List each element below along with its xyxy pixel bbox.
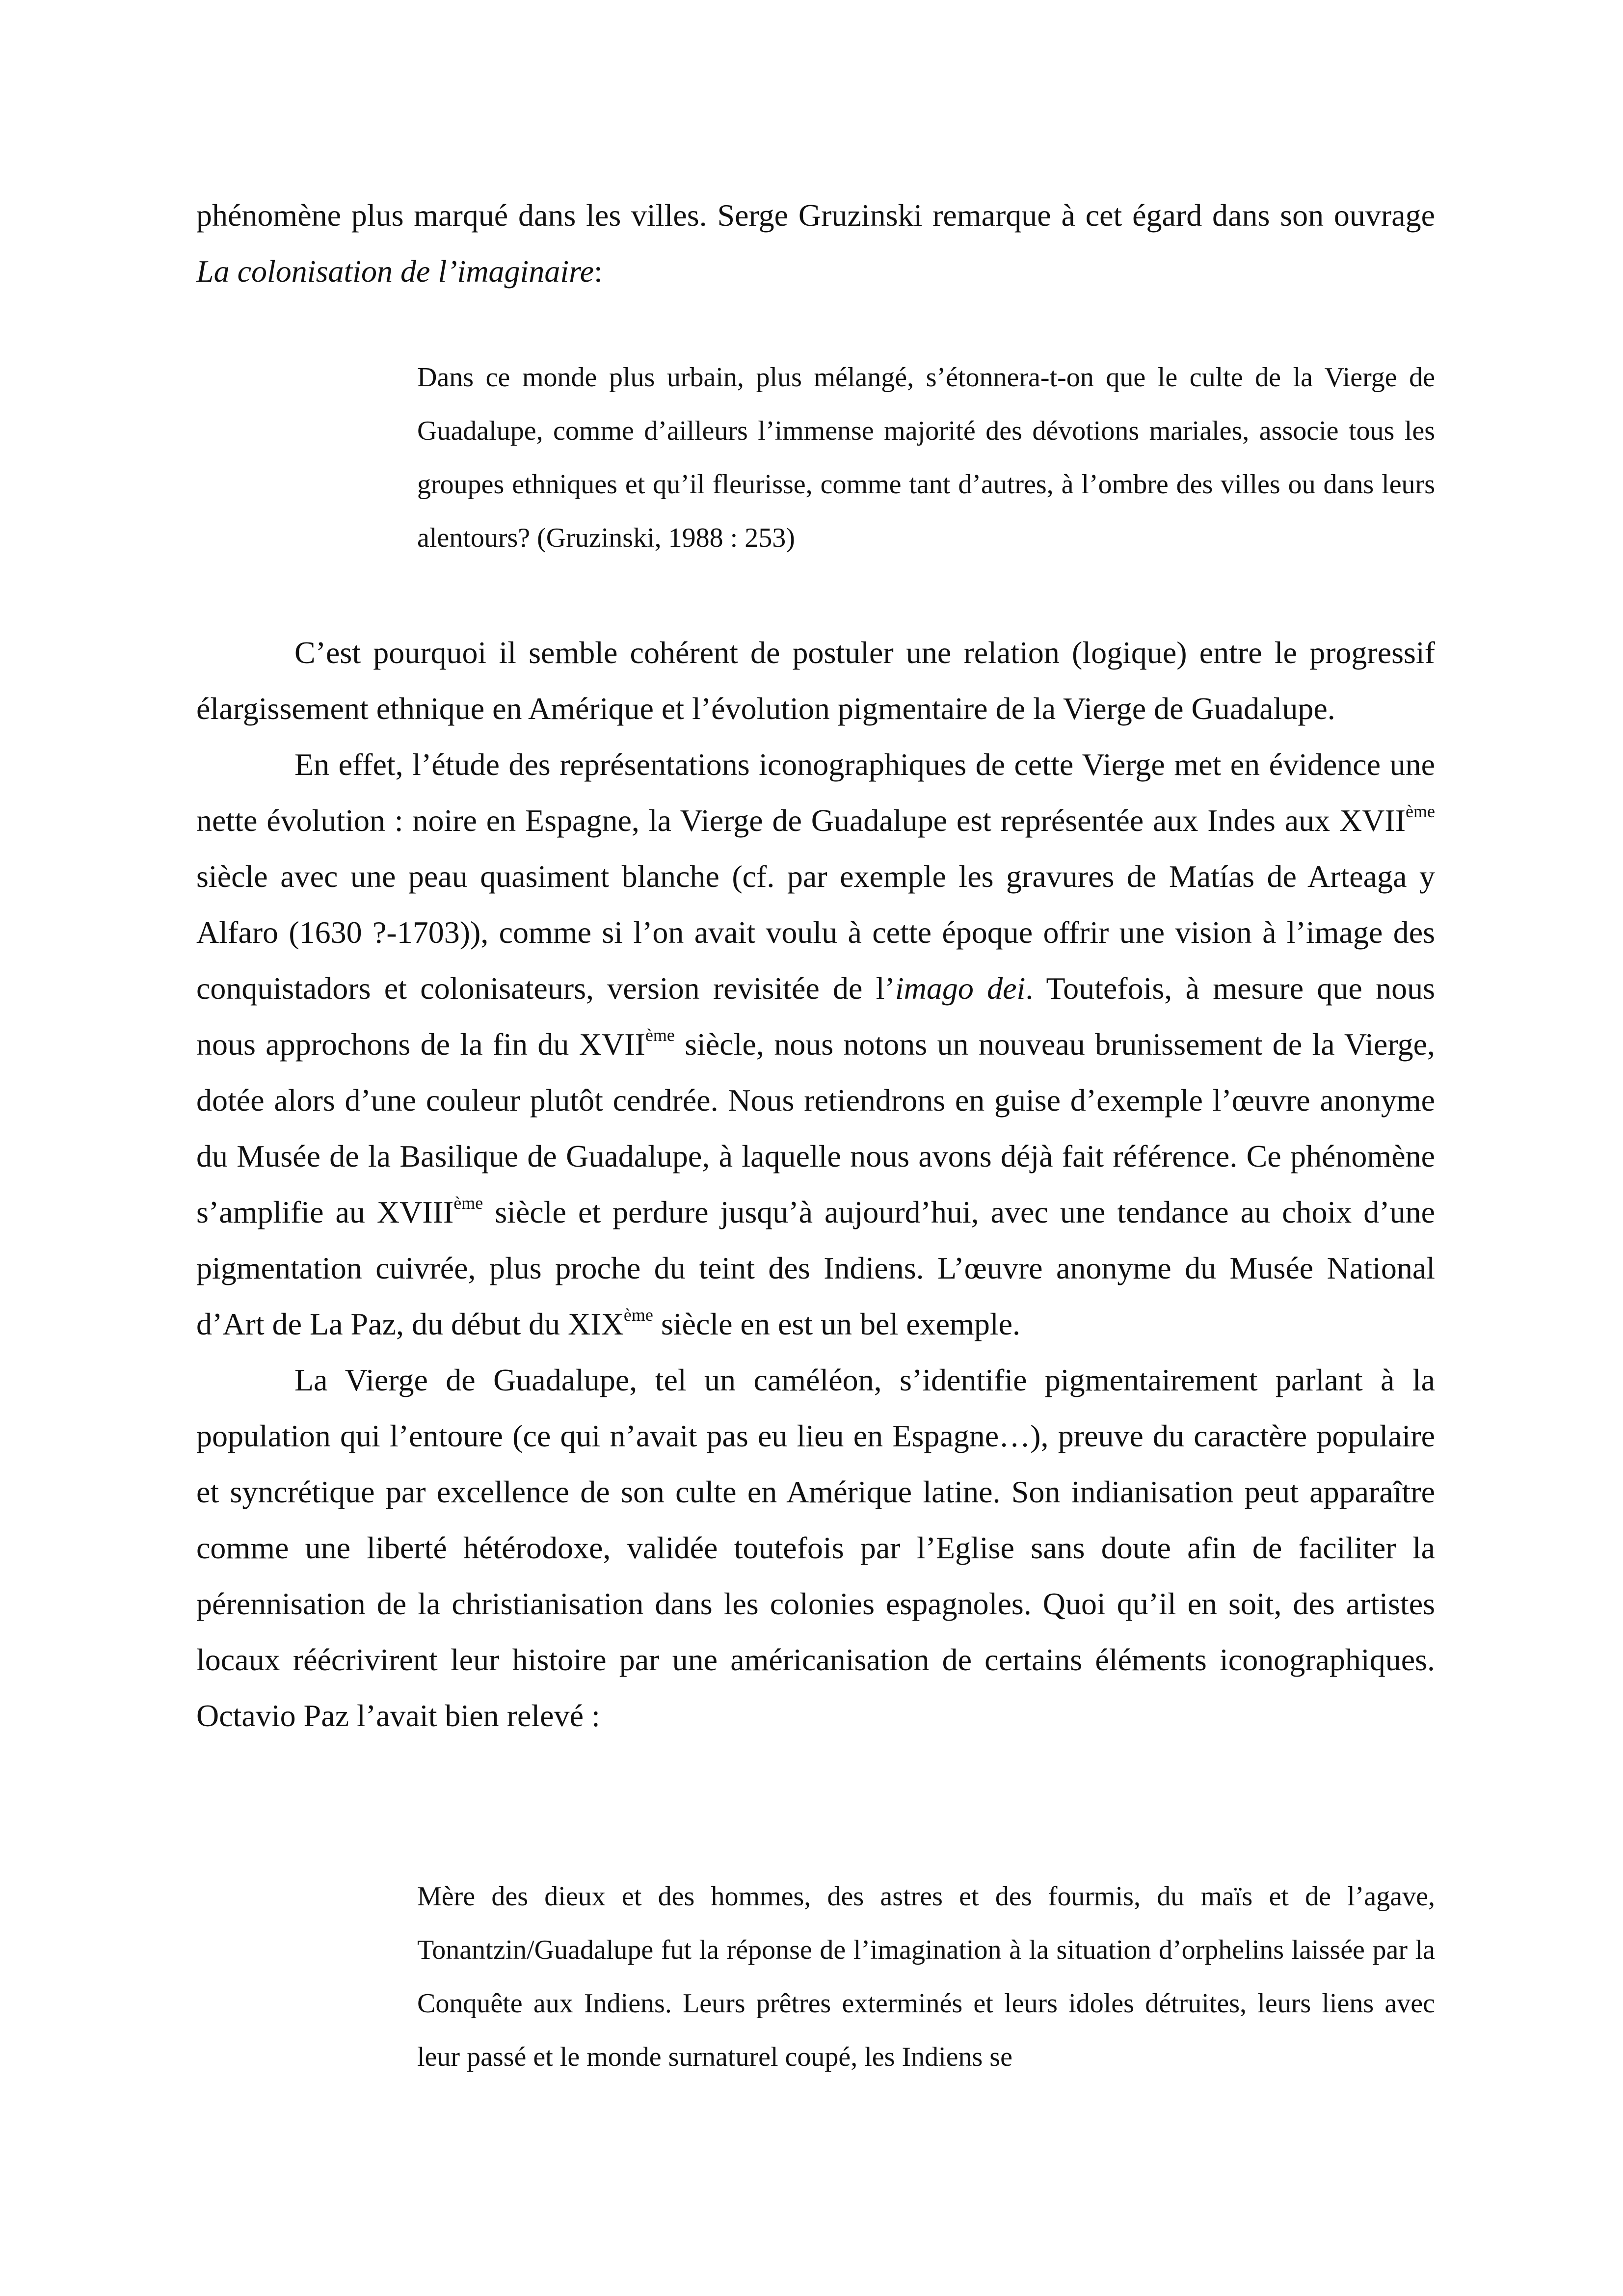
block-quote-paz: Mère des dieux et des hommes, des astres et des fourmis, du maïs et de l’agave, Tonantzin/Guadalupe fut la réponse de l’imagination à la situation d’orphelins laissée par la Conquête aux Indiens. Leurs prêtres exterminés et leurs idoles détruites, leurs liens avec leur passé et le monde surnaturel coupé, les Indiens se xyxy=(417,1881,1435,2072)
intro-paragraph xyxy=(196,187,1435,299)
paragraph-relation: C’est pourquoi il semble cohérent de postuler une relation (logique) entre le progressif élargissement ethnique en Amérique et l’évolution pigmentaire de la Vierge de Guadalupe. xyxy=(196,635,1435,726)
paragraph-evolution-part-b: siècle avec une peau quasiment blanche (cf. par exemple les gravures de Matías de Arteaga y Alfaro (1630 ?-1703)), comme si l’on avait voulu à cette époque offrir une vision à l’image des conquistadors et colonisateurs, version revisitée de l’ xyxy=(196,859,1435,1006)
book-title: La colonisation de l’imaginaire xyxy=(196,254,594,289)
paragraph-chameleon: La Vierge de Guadalupe, tel un caméléon, s’identifie pigmentairement parlant à la population qui l’entoure (ce qui n’avait pas eu lieu en Espagne…), preuve du caractère populaire et syncrétique par excellence de son culte en Amérique latine. Son indianisation peut apparaître comme une liberté hétérodoxe, validée toutefois par l’Eglise sans doute afin de faciliter la pérennisation de la christianisation dans les colonies espagnoles. Quoi qu’il en soit, des artistes locaux réécrivirent leur histoire par une américanisation de certains éléments iconographiques. Octavio Paz l’avait bien relevé : xyxy=(196,1362,1435,1733)
paragraph-evolution-part-a: En effet, l’étude des représentations iconographiques de cette Vierge met en évidence une nette évolution : noire en Espagne, la Vierge de Guadalupe est représentée aux Indes aux XVII xyxy=(196,747,1435,838)
superscript-eme: ème xyxy=(645,1025,675,1045)
paragraph-evolution-part-d: siècle, nous notons un nouveau brunissement de la Vierge, dotée alors d’une couleur plutôt cendrée. Nous retiendrons en guise d’exemple l’œuvre anonyme du Musée de la Basilique de Guadalupe, à laquelle nous avons déjà fait référence. Ce phénomène s’amplifie au XVIII xyxy=(196,1027,1436,1229)
intro-line: phénomène plus marqué dans les villes. Serge Gruzinski remarque à cet égard dans son ouvrage xyxy=(196,198,1435,233)
superscript-eme: ème xyxy=(623,1305,653,1325)
italic-imago-dei: imago dei xyxy=(895,971,1026,1006)
body-text xyxy=(196,625,1435,1744)
superscript-eme: ème xyxy=(453,1193,483,1213)
superscript-eme: ème xyxy=(1406,801,1435,821)
paragraph-evolution-part-f: siècle en est un bel exemple. xyxy=(653,1307,1020,1341)
intro-text xyxy=(196,187,1435,299)
intro-colon: : xyxy=(594,254,603,289)
paragraph-evolution xyxy=(196,737,1435,1352)
paragraph-evolution-part-c: . Toutefois, à mesure que nous nous approchons de la fin du XVII xyxy=(196,971,1435,1062)
paragraph-evolution-part-e: siècle et perdure jusqu’à aujourd’hui, avec une tendance au choix d’une pigmentation cuivrée, plus proche du teint des Indiens. L’œuvre anonyme du Musée National d’Art de La Paz, du début du XIX xyxy=(196,1195,1436,1341)
block-quote-gruzinski: Dans ce monde plus urbain, plus mélangé, s’étonnera-t-on que le culte de la Vierge de Guadalupe, comme d’ailleurs l’immense majorité des dévotions mariales, associe tous les groupes ethniques et qu’il fleurisse, comme tant d’autres, à l’ombre des villes ou dans leurs alentours? (Gruzinski, 1988 : 253) xyxy=(417,362,1435,553)
